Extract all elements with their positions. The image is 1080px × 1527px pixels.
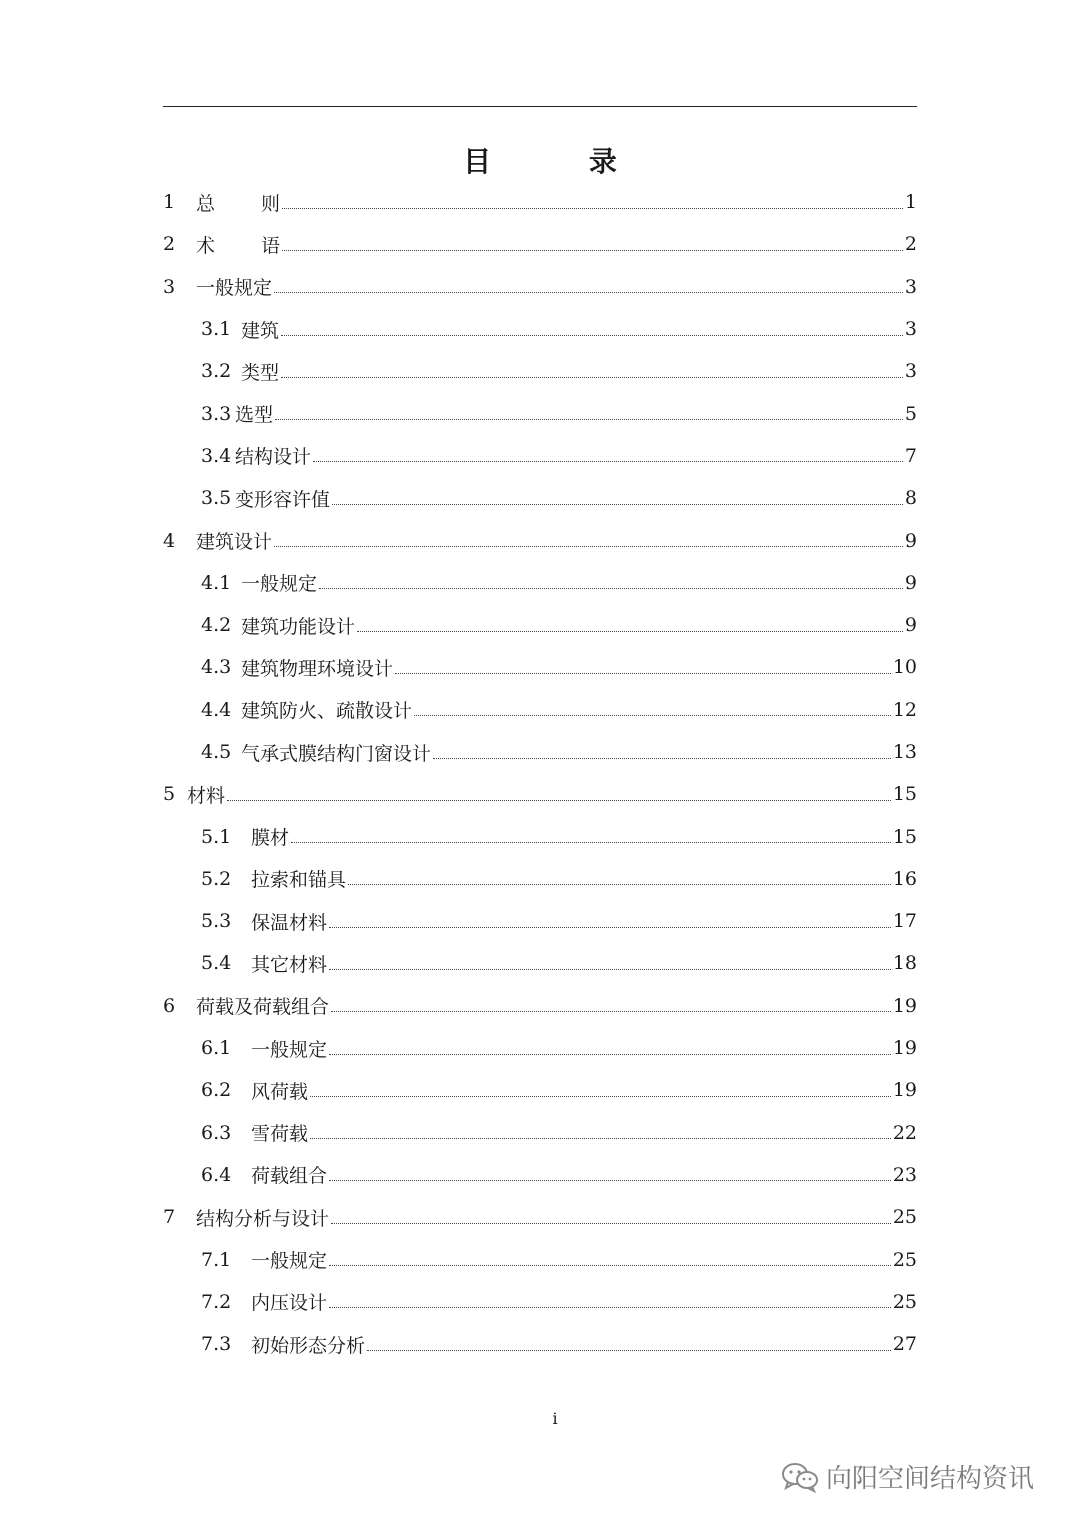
toc-entry-number: 3 bbox=[163, 275, 176, 298]
toc-entry-page: 9 bbox=[904, 529, 917, 552]
toc-entry[interactable] bbox=[163, 392, 917, 434]
toc-entry-page: 23 bbox=[892, 1163, 917, 1186]
toc-entry-label: 膜材 bbox=[251, 827, 290, 850]
toc-entry-page: 9 bbox=[904, 571, 917, 594]
toc-entry-label: 内压设计 bbox=[251, 1292, 328, 1315]
toc-entry[interactable] bbox=[163, 773, 917, 815]
toc-entry-number: 4.1 bbox=[201, 571, 232, 594]
toc-entry-number: 7.3 bbox=[201, 1333, 232, 1356]
toc-entry[interactable] bbox=[163, 266, 917, 308]
dot-leader bbox=[275, 419, 903, 420]
toc-entry-page: 3 bbox=[904, 318, 917, 341]
toc-entry-label: 建筑 bbox=[241, 319, 280, 342]
toc-entry-number: 7.2 bbox=[201, 1290, 232, 1313]
toc-entry[interactable] bbox=[163, 1196, 917, 1238]
toc-entry[interactable] bbox=[163, 646, 917, 688]
toc-entry-number: 6.1 bbox=[201, 1037, 232, 1060]
toc-entry-page: 8 bbox=[904, 487, 917, 510]
toc-entry-number: 6.2 bbox=[201, 1079, 232, 1102]
toc-entry-label-start: 术 bbox=[196, 234, 262, 257]
toc-entry-page: 2 bbox=[904, 233, 917, 256]
dot-leader bbox=[282, 208, 903, 209]
toc-entry-label: 建筑设计 bbox=[196, 531, 273, 554]
toc-entry-label: 结构设计 bbox=[235, 446, 312, 469]
dot-leader bbox=[329, 969, 891, 970]
dot-leader bbox=[357, 631, 903, 632]
toc-entry-number: 4.5 bbox=[201, 741, 232, 763]
toc-entry-page: 13 bbox=[892, 741, 917, 763]
toc-entry[interactable] bbox=[163, 942, 917, 984]
toc-entry-label: 荷载组合 bbox=[251, 1165, 328, 1188]
dot-leader bbox=[329, 1180, 891, 1181]
toc-entry[interactable] bbox=[163, 562, 917, 604]
toc-entry-label: 保温材料 bbox=[251, 911, 328, 934]
toc-entry[interactable] bbox=[163, 1154, 917, 1196]
toc-entry-label: 拉索和锚具 bbox=[251, 869, 347, 892]
toc-entry[interactable] bbox=[163, 477, 917, 519]
watermark bbox=[780, 1458, 1034, 1495]
toc-entry-number: 5.1 bbox=[201, 825, 232, 848]
toc-entry[interactable] bbox=[163, 985, 917, 1027]
toc-entry-number: 3.5 bbox=[201, 487, 232, 510]
dot-leader bbox=[329, 1265, 891, 1266]
toc-entry-label: 变形容许值 bbox=[235, 488, 331, 511]
dot-leader bbox=[367, 1350, 891, 1351]
dot-leader bbox=[310, 1138, 891, 1139]
dot-leader bbox=[291, 842, 891, 843]
toc-entry-label bbox=[196, 189, 280, 216]
toc-entry-number: 7.1 bbox=[201, 1248, 232, 1271]
toc-entry-page: 3 bbox=[904, 275, 917, 298]
toc-entry[interactable] bbox=[163, 1027, 917, 1069]
toc-entry[interactable] bbox=[163, 308, 917, 350]
toc-entry-page: 15 bbox=[892, 825, 917, 848]
toc-entry-number: 6.3 bbox=[201, 1121, 232, 1144]
toc-entry-page: 27 bbox=[892, 1333, 917, 1356]
dot-leader bbox=[282, 250, 903, 251]
toc-entry-number: 4.4 bbox=[201, 698, 232, 721]
toc-entry-page: 25 bbox=[892, 1290, 917, 1313]
toc-entry-page: 19 bbox=[892, 994, 917, 1017]
dot-leader bbox=[313, 461, 903, 462]
toc-entry-number: 7 bbox=[163, 1206, 176, 1229]
toc-entry-number: 5 bbox=[163, 783, 176, 806]
toc-entry[interactable] bbox=[163, 1112, 917, 1154]
toc-entry-number: 3.1 bbox=[201, 318, 232, 341]
toc-entry-page: 5 bbox=[904, 402, 917, 425]
toc-entry-number: 4.2 bbox=[201, 614, 232, 637]
dot-leader bbox=[395, 673, 891, 674]
toc-entry[interactable] bbox=[163, 815, 917, 857]
toc-entry-page: 25 bbox=[892, 1248, 917, 1271]
toc-entry[interactable] bbox=[163, 519, 917, 561]
toc-entry[interactable] bbox=[163, 435, 917, 477]
toc-entry-number: 2 bbox=[163, 233, 176, 256]
toc-entry-page: 18 bbox=[892, 952, 917, 975]
toc-entry-label-start: 总 bbox=[196, 192, 262, 215]
header-rule bbox=[163, 106, 917, 107]
toc-entry-number: 1 bbox=[163, 191, 176, 214]
dot-leader bbox=[332, 504, 903, 505]
toc-entry[interactable] bbox=[163, 900, 917, 942]
toc-entry-page: 9 bbox=[904, 614, 917, 637]
toc-entry[interactable] bbox=[163, 858, 917, 900]
wechat-icon bbox=[780, 1461, 820, 1493]
toc-entry[interactable] bbox=[163, 1069, 917, 1111]
toc-entry-number: 5.3 bbox=[201, 910, 232, 933]
toc-entry-number: 3.4 bbox=[201, 444, 232, 467]
dot-leader bbox=[331, 1011, 891, 1012]
dot-leader bbox=[329, 927, 891, 928]
toc-entry-page: 19 bbox=[892, 1037, 917, 1060]
toc-entry[interactable] bbox=[163, 350, 917, 392]
toc-entry-label-end: 则 bbox=[261, 192, 281, 215]
dot-leader bbox=[281, 335, 903, 336]
toc-entry-page: 10 bbox=[892, 656, 917, 679]
toc-entry-label: 荷载及荷载组合 bbox=[196, 996, 330, 1019]
toc-entry-page: 15 bbox=[892, 783, 917, 806]
toc-entry[interactable] bbox=[163, 181, 917, 223]
toc-entry-label: 类型 bbox=[241, 361, 280, 384]
toc-entry[interactable] bbox=[163, 1238, 917, 1280]
toc-entry-label: 材料 bbox=[187, 784, 226, 807]
toc-entry-label: 一般规定 bbox=[196, 277, 273, 300]
toc-entry-label: 建筑功能设计 bbox=[241, 615, 356, 638]
toc-title: 目 录 bbox=[463, 145, 661, 178]
toc-entry-label: 选型 bbox=[235, 404, 274, 427]
dot-leader bbox=[310, 1096, 891, 1097]
toc-entry-label: 建筑防火、疏散设计 bbox=[241, 700, 413, 723]
toc-entry-label: 结构分析与设计 bbox=[196, 1207, 330, 1230]
toc-entry[interactable] bbox=[163, 731, 917, 773]
toc-entry-page: 22 bbox=[892, 1121, 917, 1144]
toc-entry-label: 初始形态分析 bbox=[251, 1334, 366, 1357]
toc-entry-number: 3.2 bbox=[201, 360, 232, 383]
toc-entry[interactable] bbox=[163, 689, 917, 731]
toc-entry-label: 一般规定 bbox=[241, 573, 318, 596]
toc-entry-label: 一般规定 bbox=[251, 1250, 328, 1273]
dot-leader bbox=[281, 377, 903, 378]
toc-entry-page: 17 bbox=[892, 910, 917, 933]
toc-entry-page: 12 bbox=[892, 698, 917, 721]
toc-entry-label bbox=[196, 231, 280, 258]
table-of-contents bbox=[163, 181, 917, 1365]
toc-entry-number: 5.4 bbox=[201, 952, 232, 975]
toc-entry[interactable] bbox=[163, 604, 917, 646]
toc-entry-page: 16 bbox=[892, 867, 917, 890]
toc-entry[interactable] bbox=[163, 1323, 917, 1365]
dot-leader bbox=[414, 715, 891, 716]
toc-entry-number: 4 bbox=[163, 529, 176, 552]
toc-entry-number: 4.3 bbox=[201, 656, 232, 679]
dot-leader bbox=[274, 292, 903, 293]
page-number: i bbox=[552, 1409, 558, 1428]
watermark-text: 向阳空间结构资讯 bbox=[826, 1464, 1035, 1494]
toc-entry[interactable] bbox=[163, 223, 917, 265]
dot-leader bbox=[329, 1054, 891, 1055]
toc-entry[interactable] bbox=[163, 1281, 917, 1323]
toc-entry-number: 6 bbox=[163, 994, 176, 1017]
toc-entry-label: 气承式膜结构门窗设计 bbox=[241, 742, 432, 765]
dot-leader bbox=[274, 546, 903, 547]
toc-entry-label: 一般规定 bbox=[251, 1038, 328, 1061]
toc-entry-label: 其它材料 bbox=[251, 953, 328, 976]
toc-entry-page: 3 bbox=[904, 360, 917, 383]
dot-leader bbox=[348, 884, 891, 885]
toc-entry-page: 7 bbox=[904, 444, 917, 467]
dot-leader bbox=[319, 588, 903, 589]
dot-leader bbox=[331, 1223, 891, 1224]
dot-leader bbox=[227, 800, 891, 801]
toc-entry-label-end: 语 bbox=[261, 234, 281, 257]
dot-leader bbox=[329, 1307, 891, 1308]
toc-entry-label: 雪荷载 bbox=[251, 1123, 309, 1146]
toc-entry-number: 3.3 bbox=[201, 402, 232, 425]
toc-entry-label: 风荷载 bbox=[251, 1080, 309, 1103]
toc-entry-number: 6.4 bbox=[201, 1163, 232, 1186]
toc-entry-label: 建筑物理环境设计 bbox=[241, 657, 394, 680]
dot-leader bbox=[433, 758, 891, 759]
toc-entry-page: 1 bbox=[904, 191, 917, 214]
toc-entry-page: 25 bbox=[892, 1206, 917, 1229]
toc-entry-page: 19 bbox=[892, 1079, 917, 1102]
toc-entry-number: 5.2 bbox=[201, 867, 232, 890]
